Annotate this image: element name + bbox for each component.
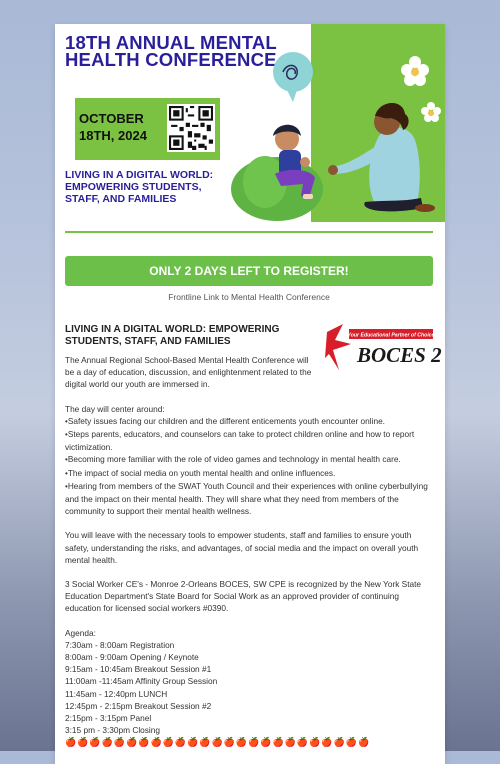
agenda-item: 3:15 pm - 3:30pm Closing <box>65 725 161 736</box>
agenda-item: 11:45am - 12:40pm LUNCH <box>65 688 168 699</box>
ce-paragraph: 3 Social Worker CE's - Monroe 2-Orleans BOCES, SW CPE is recognized by the New York State Education Department's State Board for Social Work as an approved provider of continuing education for licensed social workers #0390. <box>65 579 422 614</box>
conference-banner <box>55 24 445 224</box>
bullet-item: • The impact of social media on youth mental health and online influences. <box>65 467 433 480</box>
counseling-illustration <box>225 44 445 224</box>
logo-tagline: Your Educational Partner of Choice <box>347 332 435 339</box>
section-divider <box>65 231 433 233</box>
conference-subtitle: LIVING IN A DIGITAL WORLD: EMPOWERING STUDENTS, STAFF, AND FAMILIES <box>65 169 214 205</box>
qr-code-icon[interactable] <box>167 104 215 152</box>
agenda-item: 11:00am -11:45am Affinity Group Session <box>65 676 218 687</box>
boces2-logo <box>325 324 442 372</box>
conference-date: OCTOBER 18TH, 2024 <box>79 111 147 143</box>
conference-details <box>65 324 442 749</box>
agenda-item: 2:15pm - 3:15pm Panel <box>65 713 152 724</box>
agenda-item: 9:15am - 10:45am Breakout Session #1 <box>65 664 212 675</box>
agenda-item: 8:00am - 9:00am Opening / Keynote <box>65 652 199 663</box>
section-heading: LIVING IN A DIGITAL WORLD: EMPOWERING STUDENTS, STAFF, AND FAMILIES <box>65 324 280 347</box>
center-intro: The day will center around: <box>65 403 165 414</box>
bullet-item: • Becoming more familiar with the role of video games and technology in mental health care. <box>65 453 433 466</box>
agenda-label: Agenda: <box>65 627 96 638</box>
apple-emoji-row: 🍎🍎🍎🍎🍎🍎🍎🍎🍎🍎🍎🍎🍎🍎🍎🍎🍎🍎🍎🍎🍎🍎🍎🍎🍎 <box>65 737 371 748</box>
intro-paragraph: The Annual Regional School-Based Mental Health Conference will be a day of education, discussion, and enlightenment related to the digital world our youth are immersed in. <box>65 355 312 390</box>
bullet-item: • Hearing from members of the SWAT Youth Council and their experiences with online cyberbullying and the impact on their mental health. They will share what they need from members of the community to support their mental health wellness. <box>65 480 433 518</box>
tools-paragraph: You will leave with the necessary tools to empower students, staff and families to ensure youth safety, understanding the risks, and advantages, of social media and the impact on overall youth mental health. <box>65 530 419 565</box>
conference-title: 18TH ANNUAL MENTAL HEALTH CONFERENCE <box>65 32 277 70</box>
flower-icon <box>401 56 441 122</box>
frontline-link[interactable]: Frontline Link to Mental Health Conference <box>168 292 330 302</box>
register-button[interactable]: ONLY 2 DAYS LEFT TO REGISTER! <box>65 256 433 286</box>
bullet-item: • Safety issues facing our children and the different enticements youth encounter online. <box>65 415 433 428</box>
agenda-item: 12:45pm - 2:15pm Breakout Session #2 <box>65 700 212 711</box>
newsletter-card <box>55 24 445 764</box>
logo-name: BOCES 2 <box>357 343 442 367</box>
bullet-item: • Steps parents, educators, and counselors can take to protect children online and how to report victimization. <box>65 428 433 453</box>
date-box <box>75 98 220 160</box>
agenda-item: 7:30am - 8:00am Registration <box>65 639 175 650</box>
